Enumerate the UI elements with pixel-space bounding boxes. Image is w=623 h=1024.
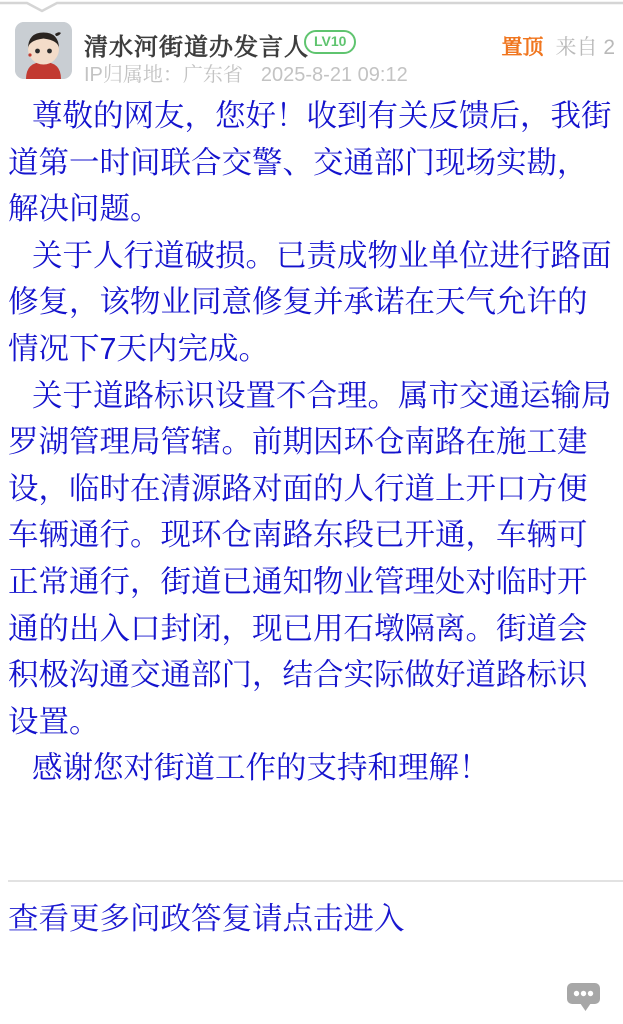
- divider: [8, 880, 623, 882]
- avatar[interactable]: [15, 22, 72, 79]
- comment-bubble-icon[interactable]: [567, 983, 601, 1012]
- timestamp: 2025-8-21 09:12: [260, 64, 408, 86]
- post-paragraph: 感谢您对街道工作的支持和理解！: [32, 751, 490, 786]
- avatar-image: [15, 22, 72, 79]
- meta-row: [84, 58, 408, 87]
- collapse-chevron-notch: [0, 0, 623, 14]
- username[interactable]: 清水河街道办发言人: [84, 34, 309, 61]
- ip-location: IP归属地：广东省: [84, 64, 243, 86]
- pinned-badge: 置顶: [501, 36, 544, 59]
- post-body: [8, 93, 615, 792]
- pin-row: [501, 31, 615, 61]
- post-paragraph: 尊敬的网友，您好！收到有关反馈后，我街道第一时间联合交警、交通部门现场实勘，解决问题。: [8, 99, 612, 227]
- level-badge: LV10: [304, 30, 356, 54]
- more-replies-link[interactable]: 查看更多问政答复请点击进入: [8, 902, 405, 936]
- post-paragraph: 关于道路标识设置不合理。属市交通运输局罗湖管理局管辖。前期因环仓南路在施工建设，临时在清源路对面的人行道上开口方便车辆通行。现环仓南路东段已开通，车辆可正常通行，街道已通知物业管理处对临时开通的出入口封闭，现已用石墩隔离。街道会积极沟通交通部门，结合实际做好道路标识设置。: [8, 378, 612, 739]
- source-label: 来自 2: [555, 36, 615, 59]
- post-paragraph: 关于人行道破损。已责成物业单位进行路面修复，该物业同意修复并承诺在天气允许的情况下7天内完成。: [8, 238, 612, 366]
